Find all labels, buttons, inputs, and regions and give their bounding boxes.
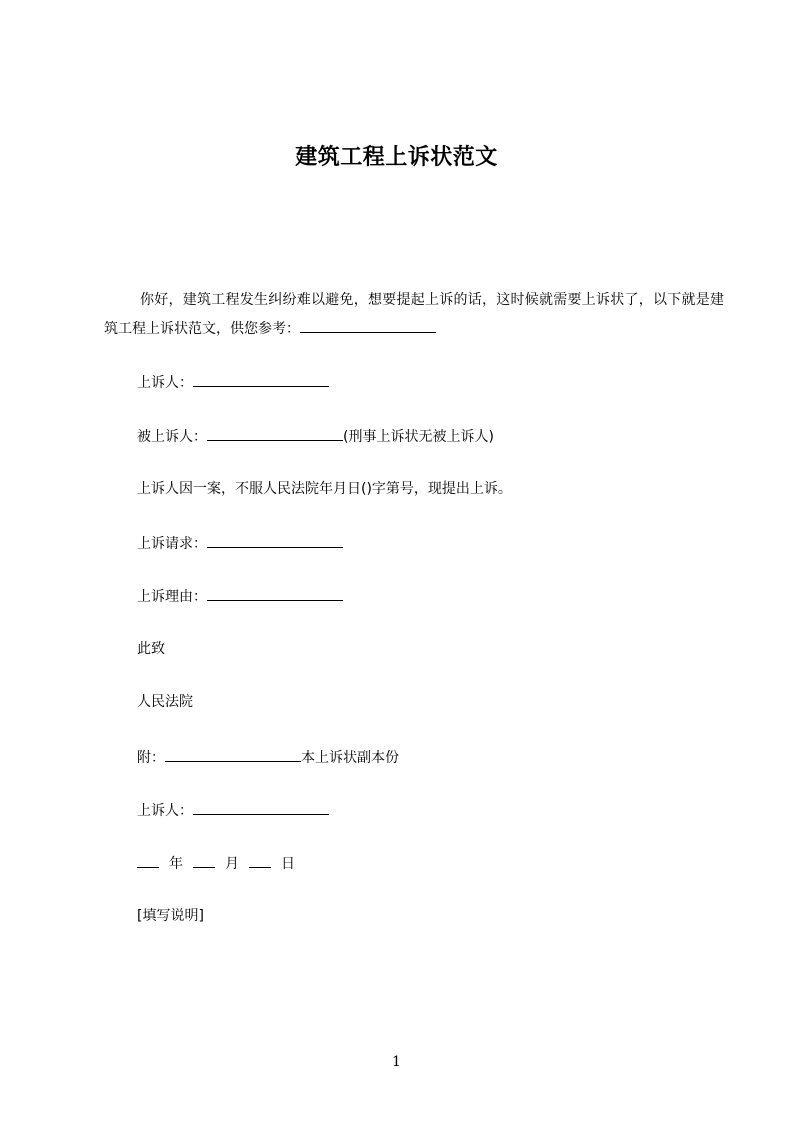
signature-label: 上诉人： — [137, 803, 193, 819]
date-day-label: 日 — [281, 856, 295, 872]
salutation: 此致 — [137, 641, 165, 657]
attachment-suffix: 本上诉状副本份 — [301, 750, 399, 766]
attachment-label: 附： — [137, 750, 165, 766]
instructions-heading: [填写说明] — [137, 908, 204, 924]
document-title: 建筑工程上诉状范文 — [295, 145, 498, 170]
request-line — [137, 532, 343, 554]
appellant-line — [137, 371, 329, 393]
signature-blank — [193, 799, 329, 815]
appellant-label: 上诉人： — [137, 375, 193, 391]
appellant-blank — [193, 371, 329, 387]
intro-text: 你好，建筑工程发生纠纷难以避免，想要提起上诉的话，这时候就需要上诉状了，以下就是建筑工程上诉状范文，供您参考： — [104, 292, 724, 337]
signature-line — [137, 799, 329, 821]
date-month-label: 月 — [225, 856, 239, 872]
reason-label: 上诉理由： — [137, 589, 207, 605]
reason-line — [137, 585, 343, 607]
intro-paragraph — [104, 286, 724, 344]
intro-blank — [300, 317, 436, 333]
appellee-note: (刑事上诉状无被上诉人) — [343, 429, 494, 445]
date-line — [137, 852, 295, 874]
request-blank — [207, 532, 343, 548]
date-year-label: 年 — [169, 856, 183, 872]
page-number: 1 — [392, 1054, 401, 1070]
court-name: 人民法院 — [137, 694, 193, 710]
month-blank — [193, 852, 215, 868]
appellee-blank — [207, 425, 343, 441]
request-label: 上诉请求： — [137, 536, 207, 552]
day-blank — [249, 852, 271, 868]
attachment-blank — [165, 746, 301, 762]
appellee-label: 被上诉人： — [137, 429, 207, 445]
attachment-line — [137, 746, 399, 768]
case-statement: 上诉人因一案，不服人民法院年月日()字第号，现提出上诉。 — [137, 481, 512, 497]
year-blank — [137, 852, 159, 868]
appellee-line — [137, 425, 494, 447]
reason-blank — [207, 585, 343, 601]
